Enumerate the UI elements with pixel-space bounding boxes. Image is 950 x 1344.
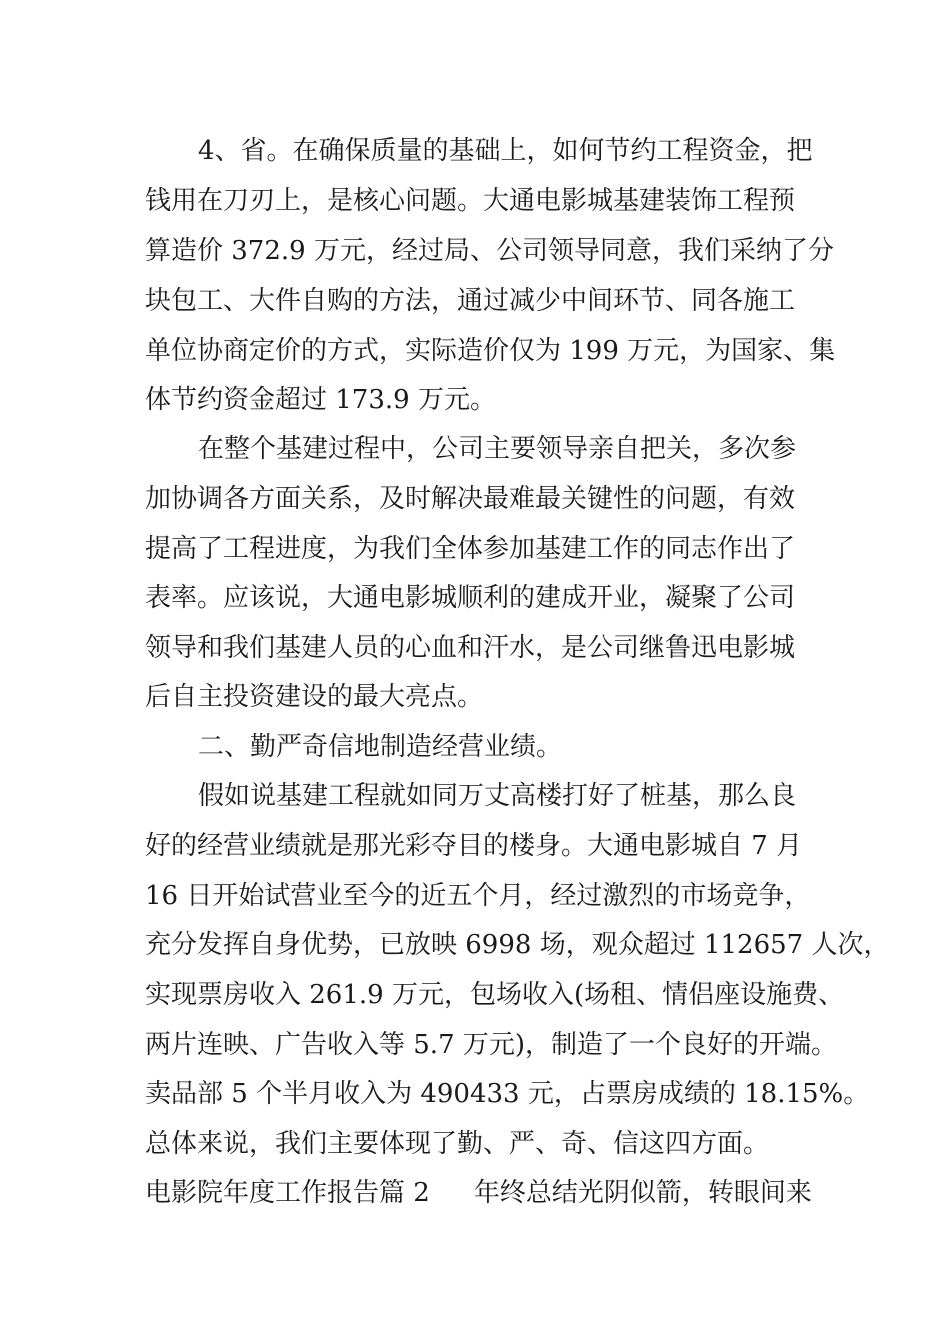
paragraph-3-line-2: 好的经营业绩就是那光彩夺目的楼身。大通电影城自 7 月: [145, 831, 803, 861]
paragraph-1-line-3: 算造价 372.9 万元，经过局、公司领导同意，我们采纳了分: [145, 236, 834, 266]
paragraph-3-line-6: 两片连映、广告收入等 5.7 万元)，制造了一个良好的开端。: [145, 1030, 838, 1060]
next-report-title: 电影院年度工作报告篇 2: [145, 1178, 430, 1208]
paragraph-1-line-6: 体节约资金超过 173.9 万元。: [145, 385, 496, 415]
paragraph-1-line-4: 块包工、大件自购的方法，通过减少中间环节、同各施工: [145, 286, 796, 316]
next-report-opening-text: 年终总结光阴似箭，转眼间来: [473, 1178, 812, 1208]
paragraph-3-line-7: 卖品部 5 个半月收入为 490433 元，占票房成绩的 18.15%。: [145, 1079, 870, 1109]
paragraph-2-line-1: 在整个基建过程中，公司主要领导亲自把关，多次参: [198, 434, 797, 464]
paragraph-3-line-5: 实现票房收入 261.9 万元，包场收入(场租、情侣座设施费、: [145, 980, 845, 1010]
paragraph-1-line-1: 4、省。在确保质量的基础上，如何节约工程资金，把: [198, 136, 813, 166]
paragraph-1-line-2: 钱用在刀刃上，是核心问题。大通电影城基建装饰工程预: [145, 186, 796, 216]
paragraph-2-line-3: 提高了工程进度，为我们全体参加基建工作的同志作出了: [145, 534, 796, 564]
paragraph-2-line-4: 表率。应该说，大通电影城顺利的建成开业，凝聚了公司: [145, 583, 796, 613]
paragraph-1-line-5: 单位协商定价的方式，实际造价仅为 199 万元，为国家、集: [145, 336, 836, 366]
paragraph-3-line-3: 16 日开始试营业至今的近五个月，经过激烈的市场竞争，: [145, 881, 811, 911]
paragraph-2-line-6: 后自主投资建设的最大亮点。: [145, 682, 484, 712]
paragraph-2-line-2: 加协调各方面关系，及时解决最难最关键性的问题，有效: [145, 484, 796, 514]
paragraph-2-line-5: 领导和我们基建人员的心血和汗水，是公司继鲁迅电影城: [145, 633, 796, 663]
paragraph-3-line-8: 总体来说，我们主要体现了勤、严、奇、信这四方面。: [145, 1129, 770, 1159]
paragraph-3-line-1: 假如说基建工程就如同万丈高楼打好了桩基，那么良: [198, 781, 797, 811]
paragraph-3-line-4: 充分发挥自身优势，已放映 6998 场，观众超过 112657 人次，: [145, 930, 890, 960]
section-heading-2: 二、勤严奇信地制造经营业绩。: [198, 732, 563, 762]
next-report-line: [145, 1176, 810, 1210]
